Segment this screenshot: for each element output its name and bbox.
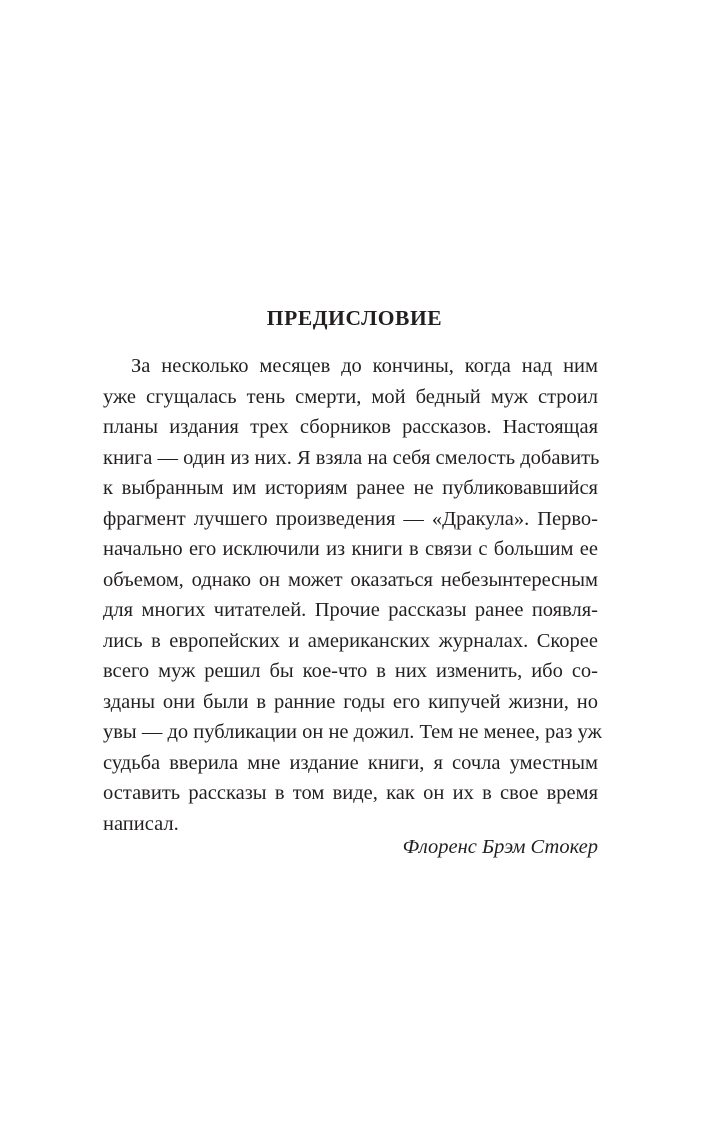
text-line: судьба вверила мне издание книги, я сочла уместным — [103, 751, 598, 774]
text-line: За несколько месяцев до кончины, когда над ним — [131, 355, 598, 377]
author-signature: Флоренс Брэм Стокер — [402, 836, 598, 858]
text-line: лись в европейских и американских журналах. Скорее — [103, 629, 598, 652]
preface-paragraph — [103, 351, 602, 839]
text-line: увы — до публикации он не дожил. Тем не менее, раз уж — [103, 721, 602, 743]
text-line: для многих читателей. Прочие рассказы ранее появля- — [103, 599, 598, 621]
text-line: начально его исключили из книги в связи с большим ее — [103, 538, 598, 560]
text-line: всего муж решил бы кое-что в них изменить, ибо со- — [103, 660, 598, 682]
text-line: к выбранным им историям ранее не публиковавшийся — [103, 477, 598, 499]
text-line: объемом, однако он может оказаться небезынтересным — [103, 568, 598, 591]
text-line: фрагмент лучшего произведения — «Дракула». Перво- — [103, 507, 598, 530]
text-line: уже сгущалась тень смерти, мой бедный муж строил — [103, 385, 598, 408]
page-title: ПРЕДИСЛОВИЕ — [266, 306, 443, 330]
text-line: написал. — [103, 812, 179, 835]
text-line: планы издания трех сборников рассказов. Настоящая — [103, 416, 598, 438]
text-line: зданы они были в ранние годы его кипучей жизни, но — [103, 690, 598, 713]
text-line: оставить рассказы в том виде, как он их в свое время — [103, 782, 598, 804]
text-line: книга — один из них. Я взяла на себя смелость добавить — [103, 446, 600, 469]
